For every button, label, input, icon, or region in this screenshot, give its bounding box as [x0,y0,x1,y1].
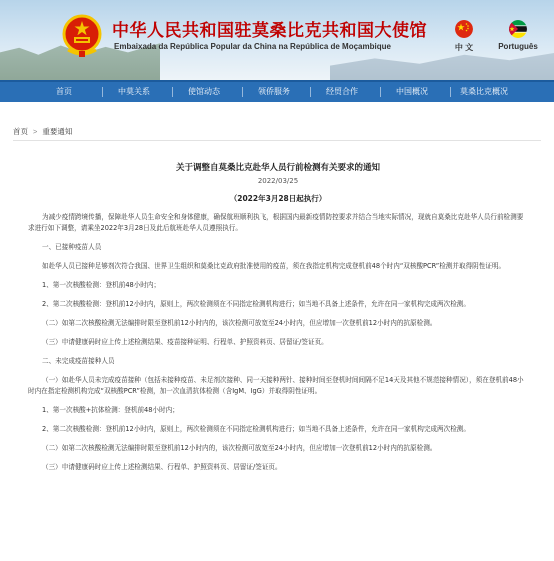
article-date: 2022/03/25 [257,177,299,185]
nav-separator [172,87,173,97]
article-intro-paragraph: 为减少疫情跨境传播，保障赴华人员生命安全和身体健康，确保航班顺利执飞，根据国内最新疫情防控要求并结合当地实际情况，现就自莫桑比克赴华人员行前检测要求进行如下调整，请乘坐2022年3月28日及此后航班赴华人员遵照执行。 [28,213,524,232]
nav-separator [310,87,311,97]
nav-economic-cooperation[interactable]: 经贸合作 [326,87,358,96]
nav-china-overview[interactable]: 中国概况 [396,87,428,96]
section-heading-unvaccinated: 二、未完成疫苗接种人员 [42,357,115,365]
nav-china-mozambique-relations[interactable]: 中莫关系 [118,87,150,96]
mozambique-flag-icon [509,20,527,38]
language-chinese-label: 中 文 [454,43,474,52]
nav-home[interactable]: 首页 [56,87,72,96]
nav-mozambique-overview[interactable]: 莫桑比克概况 [460,87,508,96]
china-flag-icon [455,20,473,38]
site-title-portuguese: Embaixada da República Popular da China na República de Moçambique [114,42,391,51]
breadcrumb-separator: > [33,127,38,136]
section-heading-vaccinated: 一、已接种疫苗人员 [42,243,102,251]
nav-separator [380,87,381,97]
breadcrumb-divider [13,140,541,141]
language-portuguese-label: Português [498,42,538,51]
nav-consular-services[interactable]: 领侨服务 [258,87,290,96]
article-paragraph: 1、第一次核酸检测：登机前48小时内； [42,281,161,289]
site-header [0,0,554,80]
article-effective-date: （2022年3月28日起执行） [229,194,327,203]
breadcrumb-home-link[interactable]: 首页 [13,127,28,136]
article-paragraph: 1、第一次核酸+抗体检测：登机前48小时内； [42,406,179,414]
site-title-chinese: 中华人民共和国驻莫桑比克共和国大使馆 [112,21,427,41]
article-paragraph: （二）如第二次核酸检测无法编排时限至登机前12小时内的，该次检测可放宽至24小时内，但应增加一次登机前12小时内的抗原检测。 [42,444,437,452]
breadcrumb-current[interactable]: 重要通知 [42,127,73,136]
article-paragraph: 如赴华人员已接种足够剂次符合我国、世界卫生组织和莫桑比克政府批准使用的疫苗，须在我指定机构完成登机前48个时内“双核酸PCR”检测并取得阴性证明。 [42,262,506,270]
article-paragraph: （二）如第二次核酸检测无法编排时限至登机前12小时内的，该次检测可放宽至24小时内，但应增加一次登机前12小时内的抗原检测。 [42,319,437,327]
nav-separator [242,87,243,97]
language-portuguese-link[interactable] [488,20,548,51]
article-paragraph: 2、第二次核酸检测：登机前12小时内，原则上，两次检测须在不同指定检测机构进行；如当地不具备上述条件，允许在同一家机构完成两次检测。 [42,425,470,433]
article-paragraph: （三）申请健康码时应上传上述检测结果、行程单、护照资料页、居留证/签证页。 [42,463,282,471]
nav-separator [102,87,103,97]
article-title: 关于调整自莫桑比克赴华人员行前检测有关要求的通知 [175,163,380,173]
article-paragraph: （一）如赴华人员未完成疫苗接种（包括未接种疫苗、未足剂次接种、同一天接种两针、接种时间至登机时间间隔不足14天及其他不规范接种情况），须在登机前48小时内在指定检测机构完成“双核酸PCR”检测，加一次血清抗体检测（含IgM、IgG）并取得阴性证明。 [28,376,524,395]
article [28,161,528,473]
article-paragraph: （三）申请健康码时应上传上述检测结果、疫苗接种证明、行程单、护照资料页、居留证/签证页。 [42,338,328,346]
breadcrumb [13,126,72,137]
main-navigation [0,80,554,102]
national-emblem-icon [62,14,102,58]
article-paragraph: 2、第二次核酸检测：登机前12小时内，原则上，两次检测须在不同指定检测机构进行；如当地不具备上述条件，允许在同一家机构完成两次检测。 [42,300,470,308]
language-chinese-link[interactable] [444,20,484,53]
nav-embassy-news[interactable]: 使馆动态 [188,87,220,96]
